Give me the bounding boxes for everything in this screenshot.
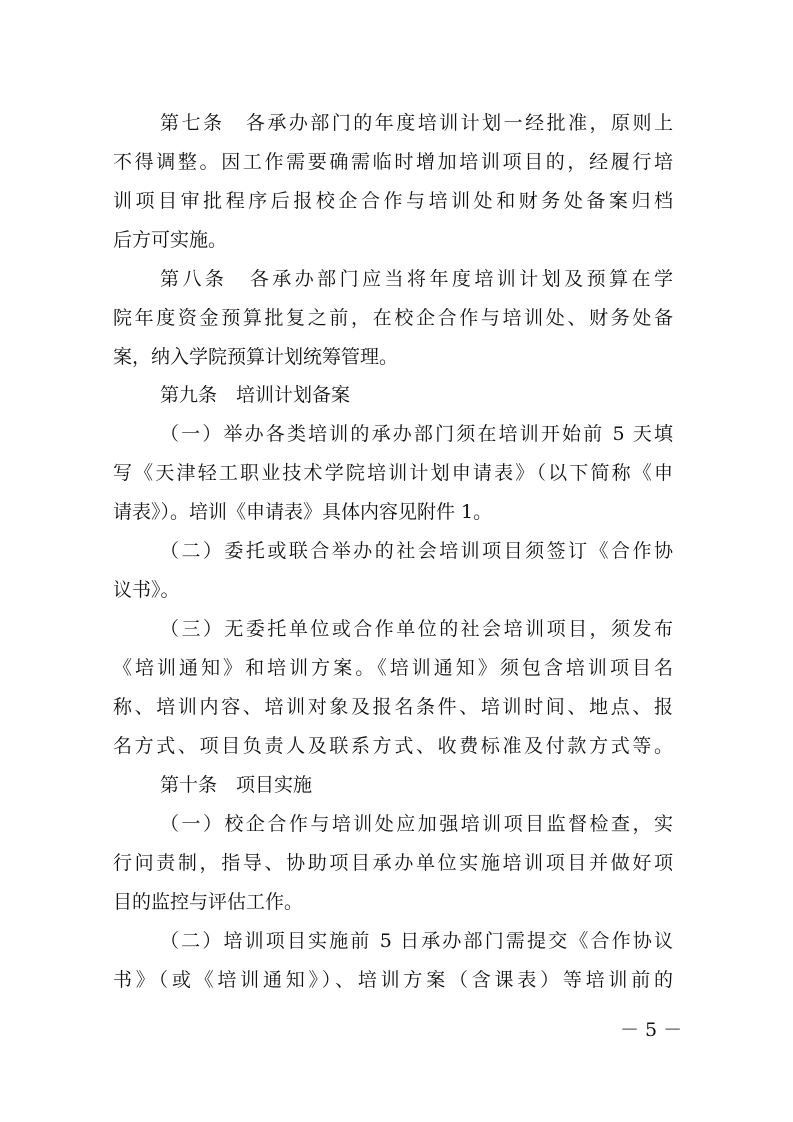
text-line: 不得调整。因工作需要确需临时增加培训项目的，经履行培: [113, 151, 673, 173]
text-line: （一）举办各类培训的承办部门须在培训开始前 5 天填: [160, 423, 673, 445]
text-line: 请表》）。培训《申请表》具体内容见附件 1。: [113, 501, 493, 523]
text-line: （三）无委托单位或合作单位的社会培训项目，须发布: [160, 618, 673, 640]
text-line: 目的监控与评估工作。: [113, 891, 304, 913]
text-line: 写《天津轻工职业技术学院培训计划申请表》（以下简称《申: [113, 462, 673, 484]
text-line: 名方式、项目负责人及联系方式、收费标准及付款方式等。: [113, 735, 673, 757]
section-heading: 第十条 项目实施: [160, 774, 313, 796]
page-number: － 5 －: [620, 1019, 683, 1041]
text-line: 书》（或《培训通知》）、培训方案（含课表）等培训前的: [113, 969, 673, 991]
text-line: 后方可实施。: [113, 229, 228, 251]
text-line: 训项目审批程序后报校企合作与培训处和财务处备案归档: [113, 190, 673, 212]
section-heading: 第九条 培训计划备案: [160, 384, 351, 406]
text-line: 行问责制，指导、协助项目承办单位实施培训项目并做好项: [113, 852, 673, 874]
text-line: （二）培训项目实施前 5 日承办部门需提交《合作协议: [160, 930, 673, 952]
text-line: （一）校企合作与培训处应加强培训项目监督检查，实: [160, 813, 673, 835]
text-line: 院年度资金预算批复之前，在校企合作与培训处、财务处备: [113, 307, 673, 329]
text-line: 称、培训内容、培训对象及报名条件、培训时间、地点、报: [113, 696, 673, 718]
text-line: 议书》。: [113, 579, 180, 601]
text-line: 第八条 各承办部门应当将年度培训计划及预算在学: [160, 268, 673, 290]
text-line: 第七条 各承办部门的年度培训计划一经批准，原则上: [160, 112, 673, 134]
text-line: 案，纳入学院预算计划统筹管理。: [113, 346, 399, 368]
text-line: 《培训通知》和培训方案。《培训通知》须包含培训项目名: [113, 657, 673, 679]
text-line: （二）委托或联合举办的社会培训项目须签订《合作协: [160, 540, 673, 562]
